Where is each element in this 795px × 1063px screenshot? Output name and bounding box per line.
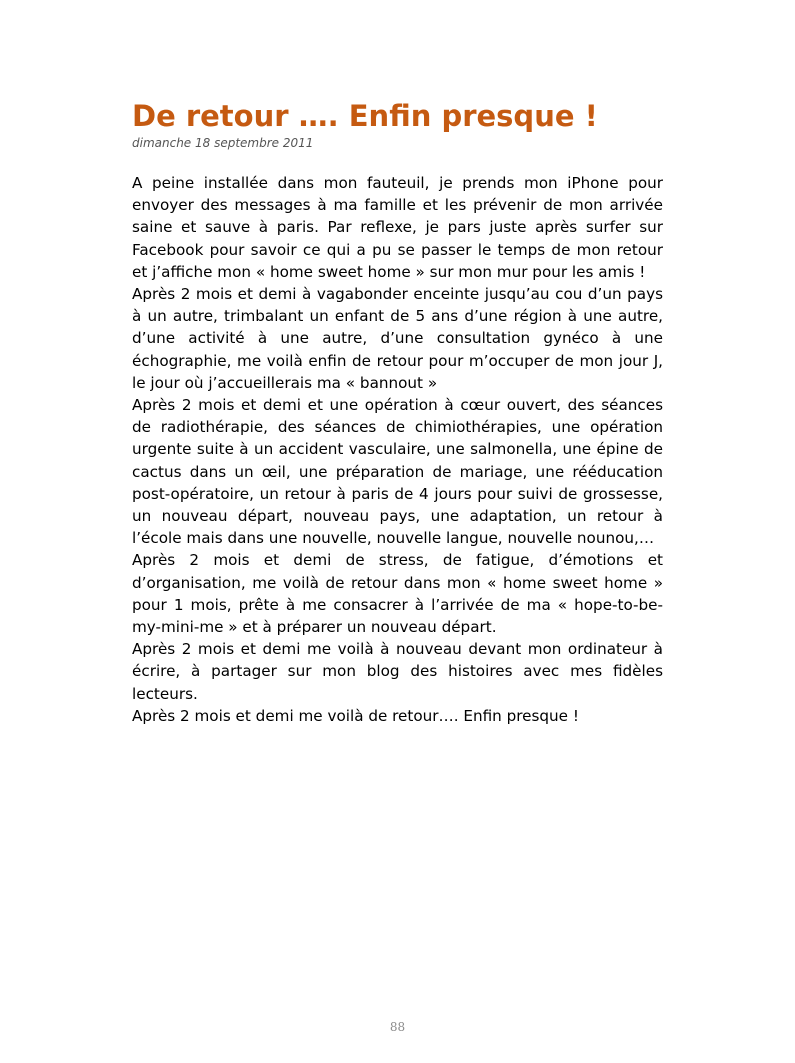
post-date: dimanche 18 septembre 2011 (132, 136, 314, 150)
paragraph: A peine installée dans mon fauteuil, je prends mon iPhone pour envoyer des messages à ma famille et les prévenir de mon arrivée saine et sauve à paris. Par reflexe, je pars juste après surfer sur Facebook pour savoir ce qui a pu se passer le temps de mon retour et j’affiche mon « home sweet home » sur mon mur pour les amis ! (132, 174, 663, 281)
paragraph: Après 2 mois et demi et une opération à cœur ouvert, des séances de radiothérapie, des séances de chimiothérapies, une opération urgente suite à un accident vasculaire, une salmonella, une épine de cactus dans un œil, une préparation de mariage, une rééducation post-opératoire, un retour à paris de 4 jours pour suivi de grossesse, un nouveau départ, nouveau pays, une adaptation, un retour à l’école mais dans une nouvelle, nouvelle langue, nouvelle nounou,… (132, 396, 663, 548)
paragraph: Après 2 mois et demi de stress, de fatigue, d’émotions et d’organisation, me voilà de retour dans mon « home sweet home » pour 1 mois, prête à me consacrer à l’arrivée de ma « hope-to-be-my-mini-me » et à préparer un nouveau départ. (132, 551, 663, 637)
post-title: De retour …. Enfin presque ! (132, 99, 598, 133)
paragraph: Après 2 mois et demi à vagabonder enceinte jusqu’au cou d’un pays à un autre, trimbalant un enfant de 5 ans d’une région à une autre, d’une activité à une autre, d’une consultation gynéco à une échographie, me voilà enfin de retour pour m’occuper de mon jour J, le jour où j’accueillerais ma « bannout » (132, 285, 663, 392)
post-body (132, 172, 663, 727)
paragraph: Après 2 mois et demi me voilà à nouveau devant mon ordinateur à écrire, à partager sur mon blog des histoires avec mes fidèles lecteurs. (132, 640, 663, 703)
paragraph: Après 2 mois et demi me voilà de retour…. Enfin presque ! (132, 706, 579, 725)
page-number: 88 (389, 1020, 406, 1034)
